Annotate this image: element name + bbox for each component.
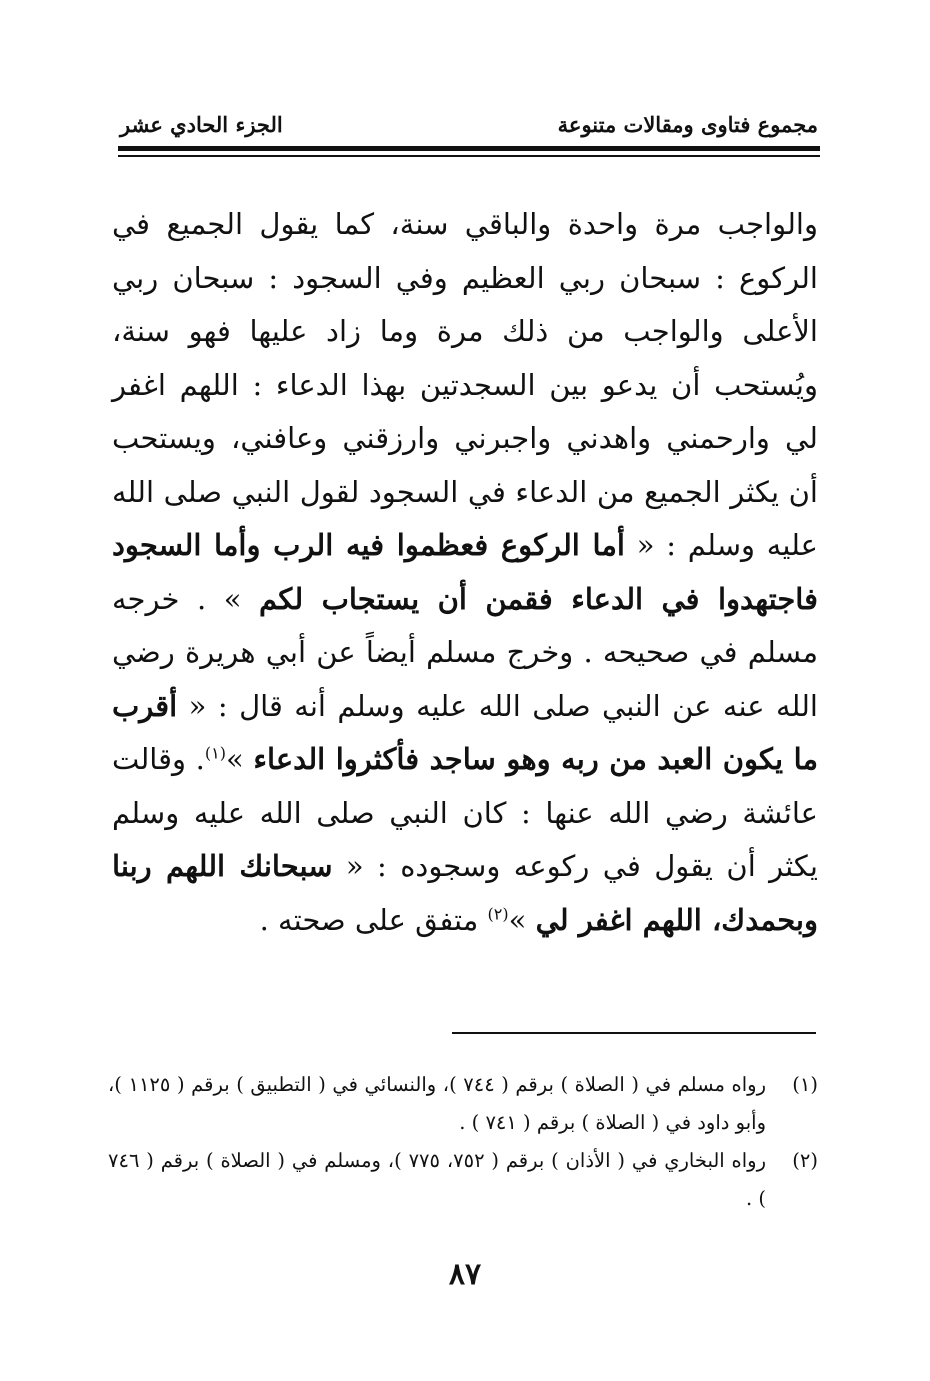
text-segment: . خرجه مسلم في صحيحه . وخرج مسلم أيضاً عن أبي هريرة رضي الله عنه عن النبي صلى الله عليه وسلم أنه قال : bbox=[112, 581, 818, 723]
text-segment: . وقالت عائشة رضي الله عنها : كان النبي صلى الله عليه وسلم يكثر أن يقول في ركوعه وسجوده : bbox=[112, 742, 818, 883]
footnote-number: (٢) bbox=[792, 1149, 818, 1172]
quote-mark: » bbox=[508, 902, 536, 937]
page-number: ٨٧ bbox=[448, 1257, 482, 1292]
series-title: مجموع فتاوى ومقالات متنوعة bbox=[557, 112, 818, 137]
hadith-quote: أما الركوع فعظموا فيه الرب وأما السجود فاجتهدوا في الدعاء فقمن أن يستجاب لكم bbox=[112, 528, 819, 616]
main-text bbox=[112, 198, 818, 947]
text-segment: متفق على صحته . bbox=[259, 902, 488, 937]
hadith-quote: سبحانك اللهم ربنا وبحمدك، اللهم اغفر لي bbox=[112, 849, 818, 937]
quote-mark: « bbox=[624, 528, 667, 562]
quote-mark: « bbox=[332, 849, 378, 883]
footnote-ref[interactable]: (١) bbox=[204, 743, 226, 763]
header-rule-thick bbox=[118, 146, 820, 151]
footnotes bbox=[108, 1066, 818, 1218]
footnote-separator bbox=[452, 1032, 816, 1034]
text-segment: والواجب مرة واحدة والباقي سنة، كما يقول الجميع في الركوع : سبحان ربي العظيم وفي السجود : سبحان ربي الأعلى والواجب من ذلك مرة وما زاد عليها فهو سنة، ويُستحب أن يدعو بين السجدتين بهذا الدعاء : اللهم اغفر لي وارحمني واهدني واجبرني وارزقني وعافني، ويستحب أن يكثر الجميع من الدعاء في السجود لقول النبي صلى الله عليه وسلم : bbox=[112, 207, 818, 562]
running-header bbox=[120, 108, 818, 138]
footnote-text: رواه مسلم في ( الصلاة ) برقم ( ٧٤٤ )، والنسائي في ( التطبيق ) برقم ( ١١٢٥ )، وأبو داود في ( الصلاة ) برقم ( ٧٤١ ) . bbox=[108, 1073, 766, 1134]
volume-title: الجزء الحادي عشر bbox=[120, 112, 283, 137]
quote-mark: » bbox=[206, 581, 260, 616]
footnote-text: رواه البخاري في ( الأذان ) برقم ( ٧٥٢، ٧٧٥ )، ومسلم في ( الصلاة ) برقم ( ٧٤٦ ) . bbox=[108, 1149, 767, 1210]
footnote bbox=[108, 1066, 818, 1142]
footnote bbox=[108, 1142, 818, 1218]
footnote-number: (١) bbox=[792, 1073, 818, 1096]
hadith-quote: أقرب ما يكون العبد من ربه وهو ساجد فأكثروا الدعاء bbox=[112, 688, 818, 776]
header-rule-thin bbox=[118, 155, 820, 157]
quote-mark: » bbox=[225, 742, 254, 776]
footnote-ref[interactable]: (٢) bbox=[487, 903, 509, 923]
quote-mark: « bbox=[177, 688, 218, 723]
